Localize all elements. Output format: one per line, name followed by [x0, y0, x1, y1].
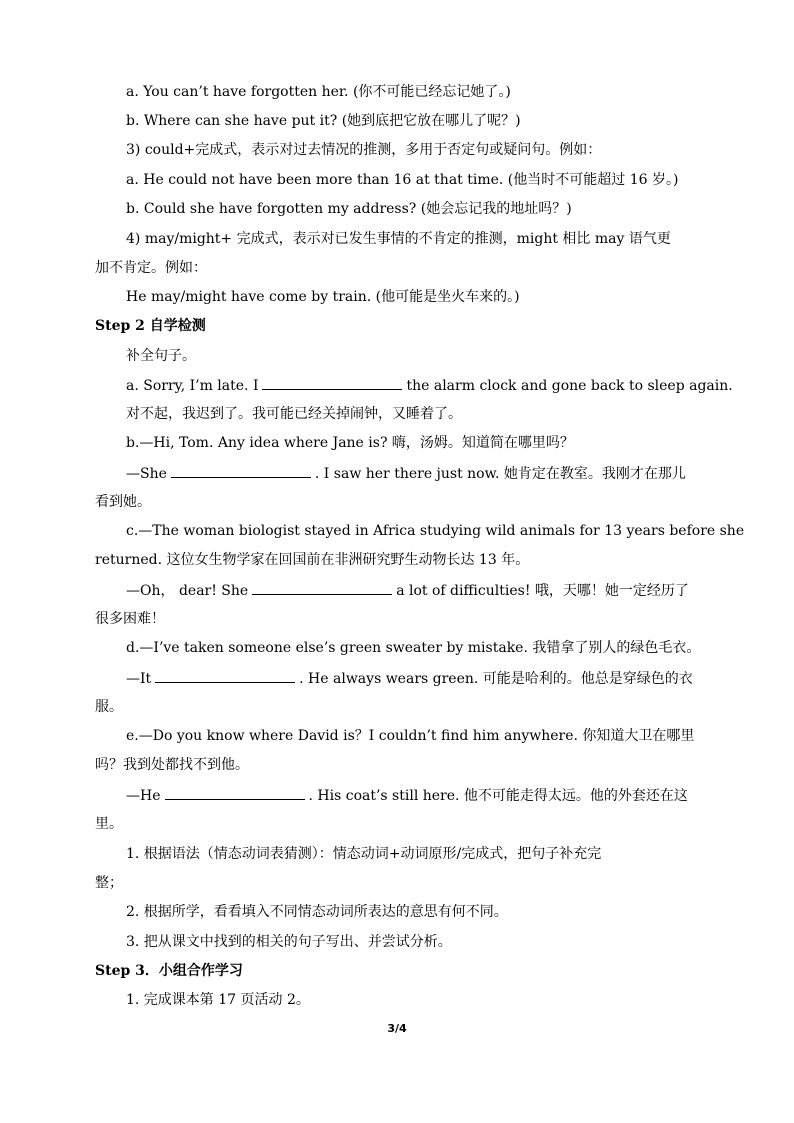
exercise-text: —She	[126, 466, 167, 482]
text-line: b. Where can she have put it? (她到底把它放在哪儿了呢？)	[126, 113, 521, 129]
exercise-b-line	[126, 463, 686, 484]
task-item: 1. 完成课本第 17 页活动 2。	[126, 992, 310, 1008]
exercise-e-line	[126, 785, 688, 806]
exercise-text: —Oh， dear! She	[126, 583, 249, 599]
text-line: a. You can’t have forgotten her. (你不可能已经忘记她了。)	[126, 84, 511, 100]
exercise-d-line	[126, 668, 693, 689]
text-line: 对不起，我迟到了。我可能已经关掉闹钟，又睡着了。	[126, 406, 462, 422]
exercise-text: a. Sorry, I’m late. I	[126, 378, 259, 394]
section-heading: Step 2 自学检测	[95, 318, 206, 334]
note-item: 3. 把从课文中找到的相关的句子写出、并尝试分析。	[126, 934, 452, 950]
note-item: 1. 根据语法（情态动词表猜测）：情态动词+动词原形/完成式，把句子补充完	[126, 846, 602, 862]
text-line: e.—Do you know where David is？I couldn’t find him anywhere. 你知道大卫在哪里	[126, 728, 695, 744]
answer-blank[interactable]	[262, 375, 402, 390]
text-line: 吗？我到处都找不到他。	[95, 757, 249, 773]
text-line: He may/might have come by train. (他可能是坐火车来的。)	[126, 289, 520, 305]
section-heading: Step 3．小组合作学习	[95, 963, 243, 979]
answer-blank[interactable]	[171, 463, 311, 478]
instruction-text: 补全句子。	[126, 348, 196, 364]
exercise-text: the alarm clock and gone back to sleep again.	[406, 378, 733, 394]
text-line: a. He could not have been more than 16 at that time. (他当时不可能超过 16 岁。)	[126, 172, 679, 188]
text-line: 加不肯定。例如：	[95, 260, 207, 276]
exercise-text: a lot of difficulties! 哦，天哪！她一定经历了	[396, 583, 689, 599]
exercise-text: —He	[126, 788, 161, 804]
text-line: 里。	[95, 816, 123, 832]
text-line: 4) may/might+ 完成式，表示对已发生事情的不肯定的推测，might 相比 may 语气更	[126, 231, 671, 247]
exercise-text: . I saw her there just now. 她肯定在教室。我刚才在那儿	[314, 466, 686, 482]
exercise-a-line	[126, 375, 733, 396]
text-line: c.—The woman biologist stayed in Africa studying wild animals for 13 years before she	[126, 523, 745, 539]
text-line: 服。	[95, 699, 123, 715]
text-line: d.—I’ve taken someone else’s green sweater by mistake. 我错拿了别人的绿色毛衣。	[126, 640, 701, 656]
exercise-c-line	[126, 580, 689, 601]
text-line: 很多困难！	[95, 611, 165, 627]
answer-blank[interactable]	[155, 668, 295, 683]
text-line: returned. 这位女生物学家在回国前在非洲研究野生动物长达 13 年。	[95, 552, 530, 568]
exercise-text: . His coat’s still here. 他不可能走得太远。他的外套还在这	[308, 788, 688, 804]
exercise-text: . He always wears green. 可能是哈利的。他总是穿绿色的衣	[299, 671, 693, 687]
note-item: 2. 根据所学，看看填入不同情态动词所表达的意思有何不同。	[126, 904, 508, 920]
text-line: b. Could she have forgotten my address? (她会忘记我的地址吗？)	[126, 201, 572, 217]
page-number: 3/4	[387, 1022, 407, 1035]
exercise-text: —It	[126, 671, 152, 687]
text-line: 3) could+完成式，表示对过去情况的推测，多用于否定句或疑问句。例如：	[126, 142, 602, 158]
text-line: b.—Hi, Tom. Any idea where Jane is? 嗨，汤姆。知道简在哪里吗？	[126, 435, 574, 451]
answer-blank[interactable]	[165, 785, 305, 800]
text-line: 整；	[95, 875, 123, 891]
text-line: 看到她。	[95, 494, 151, 510]
answer-blank[interactable]	[252, 580, 392, 595]
